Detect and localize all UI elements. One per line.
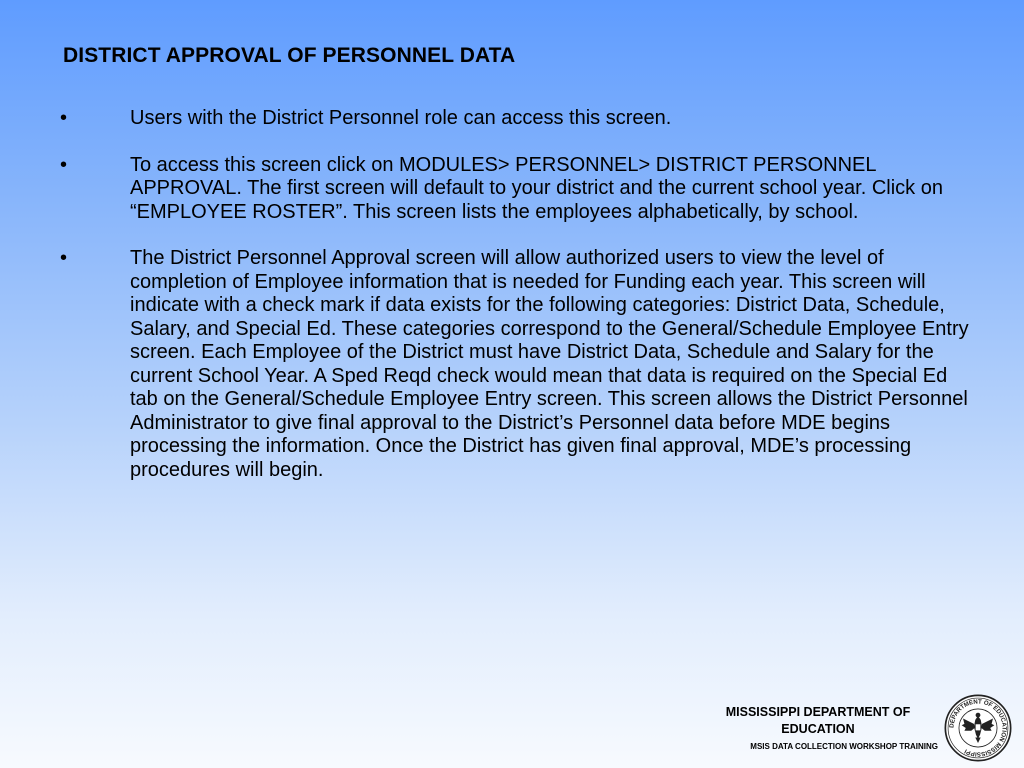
footer-organization — [698, 704, 938, 738]
footer — [724, 686, 1024, 768]
footer-subtitle: MSIS DATA COLLECTION WORKSHOP TRAINING — [750, 742, 938, 751]
bullet-marker: • — [60, 247, 68, 269]
slide-title: DISTRICT APPROVAL OF PERSONNEL DATA — [63, 44, 516, 67]
bullet-text: The District Personnel Approval screen will allow authorized users to view the level of completion of Employee information that is needed for Funding each year. This screen will indicate with a check mark if data exists for the following categories: District Data, Schedule, Salary, and Special Ed. These categories correspond to the General/Schedule Employee Entry screen. Each Employee of the District must have District Data, Schedule and Salary for the current School Year. A Sped Reqd check would mean that data is required on the Special Ed tab on the General/Schedule Employee Entry screen. This screen allows the District Personnel Administrator to give final approval to the District’s Personnel data before MDE begins processing the information. Once the District has given final approval, MDE’s processing procedures will begin. — [130, 247, 969, 481]
bullet-item — [60, 154, 970, 225]
footer-org-line1: MISSISSIPPI DEPARTMENT OF — [725, 705, 911, 719]
bullet-text: To access this screen click on MODULES> PERSONNEL> DISTRICT PERSONNEL APPROVAL. The first screen will default to your district and the current school year. Click on “EMPLOYEE ROSTER”. This screen lists the employees alphabetically, by school. — [130, 153, 943, 223]
bullet-item — [60, 107, 970, 131]
footer-org-line2: EDUCATION — [781, 722, 855, 736]
state-seal-icon — [944, 694, 1012, 762]
bullet-item — [60, 247, 970, 482]
bullet-marker: • — [60, 153, 68, 176]
bullet-text: Users with the District Personnel role can access this screen. — [130, 107, 672, 129]
bullet-marker: • — [60, 107, 68, 129]
bullet-list — [60, 107, 970, 505]
seal-text: DEPARTMENT OF EDUCATION MISSISSIPPI — [948, 698, 1008, 758]
